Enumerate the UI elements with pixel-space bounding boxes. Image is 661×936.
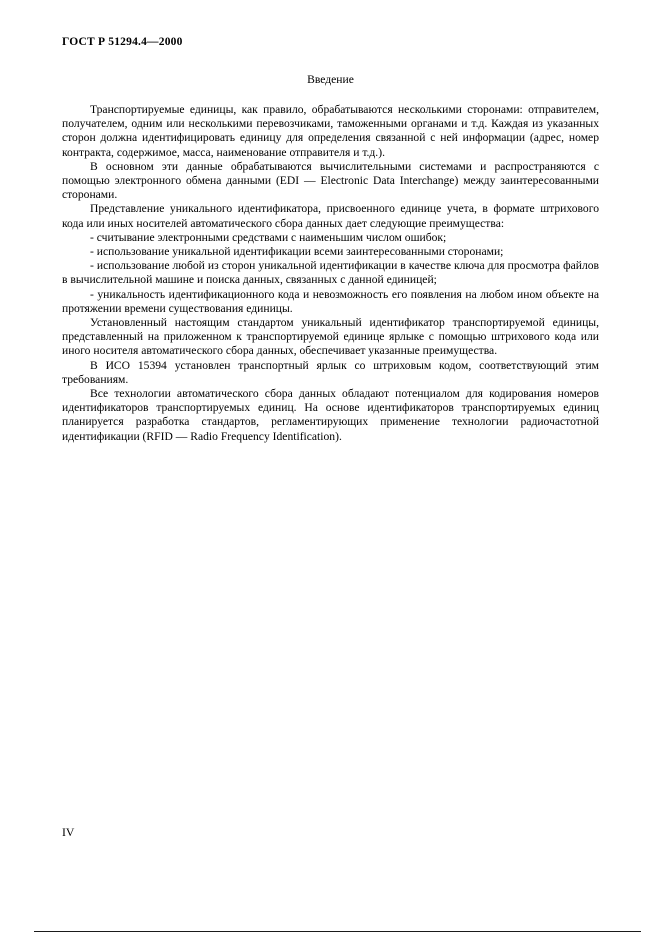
paragraph: В ИСО 15394 установлен транспортный ярлык со штриховым кодом, соответствующий этим требованиям.: [62, 358, 599, 386]
paragraph: Установленный настоящим стандартом уникальный идентификатор транспортируемой единицы, представленный на приложенном к транспортируемой единице ярлыке с помощью штрихового кода или иного носителя автоматического сбора данных, обеспечивает указанные преимущества.: [62, 316, 599, 358]
paragraph: Представление уникального идентификатора, присвоенного единице учета, в формате штрихового кода или иных носителей автоматического сбора данных дает следующие преимущества:: [62, 202, 599, 230]
section-title: Введение: [307, 73, 354, 86]
footer-page-number: IV: [62, 825, 75, 839]
bullet-item: - уникальность идентификационного кода и невозможность его появления на любом ином объекте на протяжении времени существования единицы.: [62, 287, 599, 315]
bullet-item: - считывание электронными средствами с наименьшим числом ошибок;: [90, 230, 447, 244]
paragraph: Транспортируемые единицы, как правило, обрабатываются несколькими сторонами: отправителем, получателем, одним или несколькими перевозчиками, таможенными органами и т.д. Каждая из указанных сторон должна идентифицировать единицу для определения связанной с ней информации (адрес, номер контракта, содержимое, масса, наименование отправителя и т.д.).: [62, 103, 599, 159]
document-code-header: ГОСТ Р 51294.4—2000: [62, 36, 183, 48]
document-body: [62, 103, 599, 444]
bullet-item: - использование любой из сторон уникальной идентификации в качестве ключа для просмотра файлов в вычислительной машине и поиска данных, связанных с данной единицей;: [62, 259, 599, 287]
bullet-item: - использование уникальной идентификации всеми заинтересованными сторонами;: [90, 245, 504, 259]
paragraph: В основном эти данные обрабатываются вычислительными системами и распространяются с помощью электронного обмена данными (EDI — Electronic Data Interchange) между заинтересованными сторонами.: [62, 159, 599, 202]
paragraph: Все технологии автоматического сбора данных обладают потенциалом для кодирования номеров идентификаторов транспортируемых единиц. На основе идентификаторов транспортируемых единиц планируется разработка стандартов, регламентирующих применение технологии радиочастотной идентификации (RFID — Radio Frequency Identification).: [62, 387, 599, 443]
page-bottom-edge-line: [34, 931, 641, 932]
